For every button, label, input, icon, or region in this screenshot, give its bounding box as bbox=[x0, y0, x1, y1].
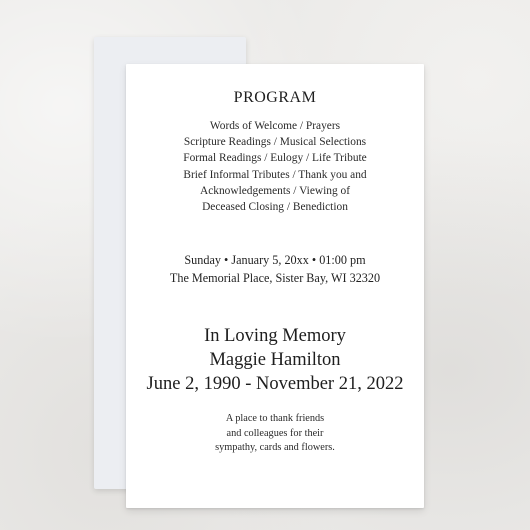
program-line: Deceased Closing / Benediction bbox=[202, 201, 348, 214]
deceased-name: Maggie Hamilton bbox=[209, 350, 341, 370]
program-card bbox=[126, 64, 424, 508]
thanks-message bbox=[126, 412, 424, 456]
thanks-line: A place to thank friends bbox=[225, 413, 325, 424]
program-line: Scripture Readings / Musical Selections bbox=[183, 136, 367, 149]
thanks-line: sympathy, cards and flowers. bbox=[215, 442, 335, 453]
program-title: PROGRAM bbox=[233, 89, 317, 106]
program-line: Formal Readings / Eulogy / Life Tribute bbox=[183, 152, 367, 165]
program-line: Words of Welcome / Prayers bbox=[209, 120, 341, 132]
event-location: The Memorial Place, Sister Bay, WI 32320 bbox=[169, 271, 381, 285]
thanks-line: and colleagues for their bbox=[226, 427, 324, 439]
memory-heading: In Loving Memory bbox=[204, 326, 346, 346]
program-line: Acknowledgements / Viewing of bbox=[199, 184, 350, 197]
life-dates: June 2, 1990 - November 21, 2022 bbox=[146, 374, 404, 394]
event-date-time: Sunday • January 5, 20xx • 01:00 pm bbox=[184, 253, 366, 267]
program-list bbox=[126, 118, 424, 215]
event-info bbox=[126, 251, 424, 287]
program-line: Brief Informal Tributes / Thank you and bbox=[183, 168, 367, 181]
memorial-block bbox=[126, 324, 424, 396]
